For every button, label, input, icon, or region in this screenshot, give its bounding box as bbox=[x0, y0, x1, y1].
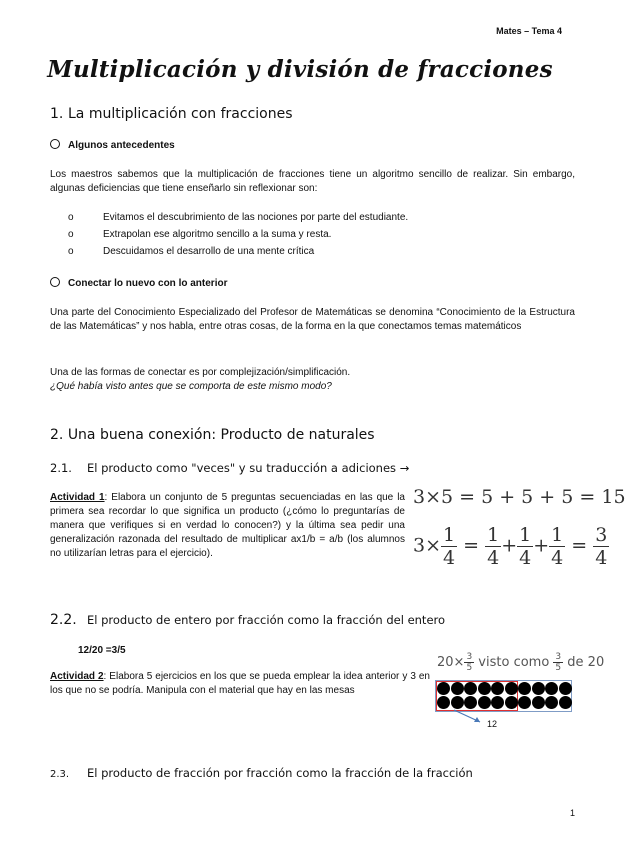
dot bbox=[464, 696, 477, 709]
section-2-title: Una buena conexión: Producto de naturales bbox=[67, 427, 375, 443]
dot bbox=[545, 682, 558, 695]
deficiencias-list bbox=[68, 212, 548, 263]
list-item bbox=[68, 246, 548, 263]
plus-sign: + bbox=[533, 534, 550, 557]
dot bbox=[518, 682, 531, 695]
dot bbox=[491, 696, 504, 709]
subsection-2-1-title: El producto como "veces" y su traducción a adiciones → bbox=[87, 461, 410, 475]
example-12-20: 12/20 =3/5 bbox=[78, 645, 126, 656]
antecedentes-paragraph: Los maestros sabemos que la multiplicación de fracciones tiene un algoritmo sencillo de realizar. Sin embargo, algunas deficiencias que tiene enseñarlo sin reflexionar son: bbox=[50, 169, 575, 194]
plus-sign: + bbox=[501, 534, 518, 557]
activity-1-label: Actividad 1 bbox=[50, 492, 105, 503]
subsection-2-3-heading bbox=[50, 766, 473, 780]
equation-3x1-4 bbox=[413, 524, 609, 569]
dot bbox=[532, 682, 545, 695]
conectar-paragraph: Una parte del Conocimiento Especializado del Profesor de Matemáticas se denomina “Conocimiento de la Estructura de las Matemáticas” y nos habla, entre otras cosas, de la forma en la que conectamos temas matemáticos bbox=[50, 307, 575, 332]
activity-2-text: : Elabora 5 ejercicios en los que se pueda emplear la idea anterior y 3 en los que no se podría. Manipula con el material que hay en las mesas bbox=[50, 671, 430, 696]
arrow-label: 12 bbox=[487, 719, 498, 729]
equation-lead: 3× bbox=[413, 534, 442, 557]
list-item-text: Evitamos el descubrimiento de las nociones por parte del estudiante. bbox=[103, 212, 409, 223]
figure-caption-tail: de 20 bbox=[563, 655, 605, 670]
subsection-2-2-title: El producto de entero por fracción como la fracción del entero bbox=[87, 613, 446, 627]
subsection-2-1-heading bbox=[50, 461, 409, 475]
reflection-question: ¿Qué había visto antes que se comporta de este mismo modo? bbox=[50, 381, 332, 392]
activity-1-text: : Elabora un conjunto de 5 preguntas secuenciadas en las que la primera sea recordar lo que significa un producto (¿cómo lo preguntarías de manera que verifiques si en verdad lo conocen?) y la última sea pedir una generalización razonada del resultado de multiplicar ax1/b = a/b (los alumnos no utilizarían letras para el ejercicio). bbox=[50, 492, 405, 559]
section-2-number: 2. bbox=[50, 427, 64, 443]
subsection-antecedentes-label: Algunos antecedentes bbox=[68, 140, 175, 151]
figure-caption-mid: visto como bbox=[474, 655, 554, 670]
activity-2-paragraph bbox=[50, 670, 430, 698]
dot bbox=[559, 682, 572, 695]
figure-caption bbox=[437, 652, 604, 673]
subsection-2-1-number: 2.1. bbox=[50, 461, 72, 475]
equals-sign: = bbox=[463, 534, 480, 557]
page-title: Multiplicación y división de fracciones bbox=[47, 56, 553, 83]
circle-bullet-icon bbox=[50, 277, 60, 287]
fraction: $\frac{3}{5}$ bbox=[555, 652, 562, 673]
list-item-text: Descuidamos el desarrollo de una mente crítica bbox=[103, 246, 315, 257]
list-bullet: o bbox=[68, 246, 74, 257]
dot bbox=[505, 696, 518, 709]
dot bbox=[478, 682, 491, 695]
section-2-heading bbox=[50, 427, 375, 443]
dot bbox=[437, 696, 450, 709]
dot bbox=[464, 682, 477, 695]
dot bbox=[545, 696, 558, 709]
dot bbox=[451, 682, 464, 695]
fraction: $\frac{3}{5}$ bbox=[466, 652, 473, 673]
fraction: $\frac{1}{4}$ bbox=[487, 524, 500, 569]
section-1-number: 1. bbox=[50, 106, 64, 122]
list-bullet: o bbox=[68, 229, 74, 240]
dot bbox=[518, 696, 531, 709]
fraction-result: $\frac{3}{4}$ bbox=[595, 524, 608, 569]
list-bullet: o bbox=[68, 212, 74, 223]
dot bbox=[559, 696, 572, 709]
fraction: $\frac{1}{4}$ bbox=[443, 524, 456, 569]
list-item-text: Extrapolan ese algoritmo sencillo a la suma y resta. bbox=[103, 229, 332, 240]
dot bbox=[491, 682, 504, 695]
page-header: Mates – Tema 4 bbox=[496, 26, 562, 36]
arrow-icon bbox=[450, 708, 490, 728]
subsection-2-2-number: 2.2. bbox=[50, 612, 77, 628]
dot bbox=[505, 682, 518, 695]
subsection-conectar bbox=[50, 277, 227, 289]
subsection-2-3-title: El producto de fracción por fracción como la fracción de la fracción bbox=[87, 766, 473, 780]
fraction: $\frac{1}{4}$ bbox=[519, 524, 532, 569]
dot bbox=[478, 696, 491, 709]
equals-sign: = bbox=[571, 534, 588, 557]
section-1-heading bbox=[50, 106, 293, 122]
subsection-2-3-number: 2.3. bbox=[50, 769, 70, 780]
complejizacion-text: Una de las formas de conectar es por complejización/simplificación. bbox=[50, 367, 351, 378]
figure-caption-lead: 20× bbox=[437, 655, 465, 670]
equation-3x5: 3×5 = 5 + 5 + 5 = 15 bbox=[413, 486, 626, 508]
dot bbox=[437, 682, 450, 695]
subsection-conectar-label: Conectar lo nuevo con lo anterior bbox=[68, 278, 228, 289]
section-1-title: La multiplicación con fracciones bbox=[68, 106, 293, 122]
fraction: $\frac{1}{4}$ bbox=[551, 524, 564, 569]
dot bbox=[532, 696, 545, 709]
list-item bbox=[68, 229, 548, 246]
page-number: 1 bbox=[569, 808, 575, 818]
circle-bullet-icon bbox=[50, 139, 60, 149]
dot bbox=[451, 696, 464, 709]
activity-1-paragraph bbox=[50, 491, 405, 561]
list-item bbox=[68, 212, 548, 229]
activity-2-label: Actividad 2 bbox=[50, 671, 104, 682]
subsection-2-2-heading bbox=[50, 612, 445, 628]
subsection-antecedentes bbox=[50, 139, 175, 151]
